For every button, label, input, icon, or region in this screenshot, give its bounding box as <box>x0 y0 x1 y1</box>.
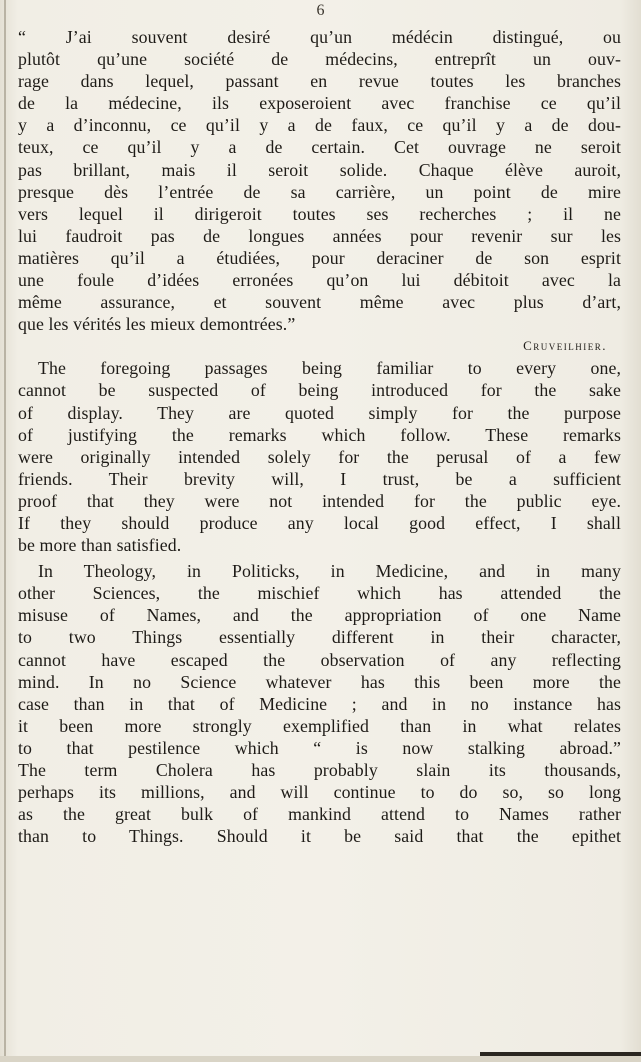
text-line: “ J’ai souvent desiré qu’un médécin distingué, ou <box>18 27 621 47</box>
text-line: to that pestilence which “ is now stalking abroad.” <box>18 737 621 758</box>
text-line: to two Things essentially different in their character, <box>18 627 621 648</box>
text-line: friends. Their brevity will, I trust, be a sufficient <box>18 468 621 489</box>
page-text <box>18 26 621 847</box>
text-line: perhaps its millions, and will continue to do so, so long <box>18 782 621 803</box>
text-line: of display. They are quoted simply for the purpose <box>18 402 621 423</box>
text-line: as the great bulk of mankind attend to Names rather <box>18 804 621 825</box>
text-line: it been more strongly exemplified than in what relates <box>18 715 621 736</box>
text-line: In Theology, in Politicks, in Medicine, and in many <box>38 561 621 582</box>
text-line: misuse of Names, and the appropriation of one Name <box>18 605 621 626</box>
text-line: même assurance, et souvent même avec plus d’art, <box>18 292 621 313</box>
text-line: lui faudroit pas de longues années pour revenir sur les <box>18 225 621 246</box>
text-line: matières qu’il a étudiées, pour deraciner de son esprit <box>18 247 621 268</box>
text-line: y a d’inconnu, ce qu’il y a de faux, ce qu’il y a de dou- <box>18 115 621 136</box>
text-line: The foregoing passages being familiar to every one, <box>38 358 621 379</box>
text-line: mind. In no Science whatever has this been more the <box>18 671 621 692</box>
text-line: rage dans lequel, passant en revue toutes les branches <box>18 71 621 92</box>
french-quotation <box>18 26 621 335</box>
text-line: were originally intended solely for the perusal of a few <box>18 446 621 467</box>
paragraph-theology <box>18 560 621 847</box>
page-number: 6 <box>316 2 325 19</box>
text-line: de la médecine, ils exposeroient avec franchise ce qu’il <box>18 93 621 114</box>
text-line: of justifying the remarks which follow. These remarks <box>18 424 621 445</box>
text-line: presque dès l’entrée de sa carrière, un point de mire <box>18 181 621 202</box>
page-edge-rule <box>4 0 6 1062</box>
text-line: vers lequel il dirigeroit toutes ses recherches ; il ne <box>18 203 621 224</box>
text-line: proof that they were not intended for the public eye. <box>18 490 621 511</box>
attribution: Cruveilhier. <box>523 338 607 354</box>
paragraph-foregoing <box>18 357 621 556</box>
text-line: If they should produce any local good effect, I shall <box>18 512 621 533</box>
text-line: teux, ce qu’il y a de certain. Cet ouvrage ne seroit <box>18 137 621 158</box>
text-line: cannot have escaped the observation of any reflecting <box>18 649 621 670</box>
text-line: cannot be suspected of being introduced for the sake <box>18 380 621 401</box>
text-line: une foule d’idées erronées qu’on lui débitoit avec la <box>18 270 621 291</box>
text-line: que les vérités les mieux demontrées.” <box>18 314 296 335</box>
page-bottom-edge <box>0 1056 641 1062</box>
text-line: pas brillant, mais il seroit solide. Chaque élève auroit, <box>18 159 621 180</box>
text-line: be more than satisfied. <box>18 535 182 556</box>
text-line: The term Cholera has probably slain its thousands, <box>18 760 621 780</box>
text-line: other Sciences, the mischief which has attended the <box>18 583 621 604</box>
text-line: case than in that of Medicine ; and in no instance has <box>18 693 621 714</box>
text-line: plutôt qu’une société de médecins, entreprît un ouv- <box>18 49 621 70</box>
text-line: than to Things. Should it be said that the epithet <box>18 826 621 847</box>
